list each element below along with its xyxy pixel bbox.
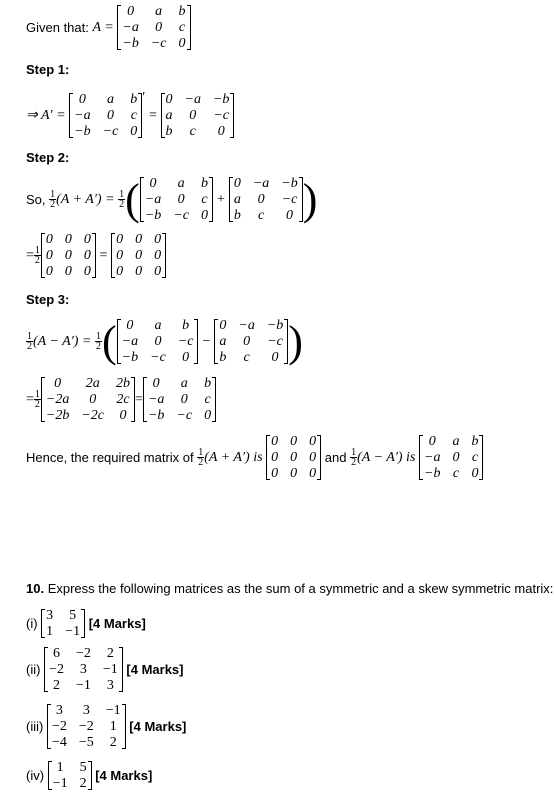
matrix-entry: −1 xyxy=(75,678,91,693)
step3-expr: (A − A′) = xyxy=(33,333,92,349)
matrix-entry: 0 xyxy=(290,450,298,465)
step3-result-line xyxy=(26,376,216,423)
matrix-entry: 0 xyxy=(180,392,188,407)
part-iv xyxy=(26,760,152,791)
given-lhs: A = xyxy=(92,19,114,35)
matrix-entry: 0 xyxy=(182,350,190,365)
matrix-entry: c xyxy=(189,124,196,139)
matrix-entry: 1 xyxy=(109,719,117,734)
matrix-entry: −1 xyxy=(105,703,121,718)
matrix-A-diff1 xyxy=(117,318,199,365)
matrix-entry: 0 xyxy=(309,434,317,449)
matrix-entry: −b xyxy=(122,36,139,51)
matrix-entry: 3 xyxy=(82,703,90,718)
matrix-entry: 0 xyxy=(135,264,143,279)
matrix-entry: a xyxy=(155,4,163,19)
matrix-entry: b xyxy=(233,208,241,223)
difference-matrix xyxy=(41,376,135,423)
zero-matrix-sum xyxy=(41,232,96,279)
matrix-AT-diff1 xyxy=(214,318,288,365)
matrix-entry: −a xyxy=(121,334,139,349)
matrix-entry: −2c xyxy=(81,408,105,423)
marks-badge: [4 Marks] xyxy=(88,616,146,631)
matrix-entry: −b xyxy=(266,318,284,333)
matrix-entry: −c xyxy=(213,108,230,123)
equals-sign: = xyxy=(135,391,143,407)
step2-title: Step 2: xyxy=(26,150,70,165)
matrix-entry: 2b xyxy=(116,376,131,391)
matrix-entry: −c xyxy=(173,208,189,223)
matrix-entry: −a xyxy=(184,92,201,107)
matrix-entry: −a xyxy=(122,20,139,35)
matrix-entry: 5 xyxy=(69,608,77,623)
matrix-entry: b xyxy=(178,4,186,19)
matrix-entry: c xyxy=(257,208,265,223)
matrix-entry: 0 xyxy=(64,264,72,279)
matrix-entry: 0 xyxy=(257,192,265,207)
half-fraction: $\frac{1}{2}$ xyxy=(119,189,125,210)
matrix-entry: −b xyxy=(74,124,91,139)
matrix-entry: −c xyxy=(267,334,283,349)
matrix-entry: 0 xyxy=(155,20,163,35)
matrix-entry: 6 xyxy=(53,646,61,661)
question-text: Express the following matrices as the sum of a symmetric and a skew symmetric matrix: xyxy=(47,581,554,596)
question-number: 10. xyxy=(26,581,45,596)
skew-result-matrix xyxy=(143,376,216,423)
matrix-entry: 0 xyxy=(64,232,72,247)
matrix-entry: a xyxy=(219,334,227,349)
minus-sign: − xyxy=(202,333,211,349)
matrix-entry: 0 xyxy=(45,232,53,247)
matrix-entry: −c xyxy=(150,36,167,51)
matrix-entry: 3 xyxy=(46,608,54,623)
skew-answer-matrix xyxy=(419,434,483,481)
matrix-entry: c xyxy=(243,350,250,365)
matrix-entry: 0 xyxy=(243,334,251,349)
matrix-entry: a xyxy=(106,92,114,107)
matrix-entry: −a xyxy=(147,392,165,407)
matrix-entry: 3 xyxy=(106,678,114,693)
matrix-entry: 0 xyxy=(271,350,279,365)
matrix-entry: 0 xyxy=(83,248,91,263)
matrix-entry: 0 xyxy=(271,434,279,449)
step2-expr: (A + A′) = xyxy=(56,191,115,207)
matrix-entry: −2a xyxy=(45,392,70,407)
matrix-entry: 1 xyxy=(56,760,64,775)
half-fraction: $\frac{1}{2}$ xyxy=(198,447,204,468)
matrix-entry: 2 xyxy=(106,646,114,661)
hence-expr2: (A − A′) is xyxy=(357,449,416,465)
matrix-entry: 0 xyxy=(127,4,135,19)
matrix-entry: −2 xyxy=(51,719,67,734)
matrix-entry: b xyxy=(165,124,173,139)
matrix-A xyxy=(117,4,190,51)
matrix-entry: 3 xyxy=(55,703,63,718)
matrix-entry: 0 xyxy=(428,434,436,449)
half-fraction: $\frac{1}{2}$ xyxy=(50,189,56,210)
matrix-part-iii xyxy=(47,703,126,750)
matrix-entry: 0 xyxy=(45,248,53,263)
half-fraction: $\frac{1}{2}$ xyxy=(34,389,40,410)
hence-and: and xyxy=(324,450,347,465)
step3-line xyxy=(26,318,303,365)
matrix-entry: b xyxy=(182,318,190,333)
half-fraction: $\frac{1}{2}$ xyxy=(27,331,32,352)
matrix-entry: 0 xyxy=(219,318,227,333)
matrix-entry: −a xyxy=(144,192,162,207)
part-i xyxy=(26,608,146,639)
part-label: (iii) xyxy=(26,719,44,734)
matrix-entry: 0 xyxy=(177,192,185,207)
matrix-entry: 0 xyxy=(149,176,157,191)
matrix-entry: 0 xyxy=(204,408,212,423)
matrix-entry: c xyxy=(178,20,186,35)
matrix-entry: a xyxy=(180,376,188,391)
part-label: (i) xyxy=(26,616,38,631)
matrix-entry: 0 xyxy=(130,124,138,139)
given-label: Given that: xyxy=(26,20,89,35)
matrix-entry: c xyxy=(452,466,460,481)
matrix-entry: −b xyxy=(424,466,441,481)
part-label: (iv) xyxy=(26,768,45,783)
step1-line xyxy=(26,92,234,139)
matrix-entry: b xyxy=(200,176,208,191)
matrix-entry: −b xyxy=(147,408,165,423)
matrix-entry: 0 xyxy=(54,376,62,391)
transpose-mark: ′ xyxy=(142,90,146,105)
equals-sign: = xyxy=(148,107,157,123)
matrix-entry: 0 xyxy=(116,264,124,279)
matrix-entry: −b xyxy=(144,208,162,223)
part-iii xyxy=(26,703,186,750)
marks-badge: [4 Marks] xyxy=(95,768,153,783)
matrix-entry: −b xyxy=(212,92,230,107)
matrix-entry: a xyxy=(177,176,185,191)
half-fraction: $\frac{1}{2}$ xyxy=(351,447,357,468)
matrix-entry: b xyxy=(471,434,479,449)
matrix-entry: −2 xyxy=(49,662,64,677)
matrix-entry: 0 xyxy=(452,450,460,465)
matrix-entry: 2 xyxy=(53,678,61,693)
matrix-entry: c xyxy=(204,392,211,407)
close-paren: ) xyxy=(288,316,303,366)
matrix-A-inner xyxy=(69,92,142,139)
matrix-entry: 0 xyxy=(309,466,317,481)
matrix-entry: −1 xyxy=(65,624,81,639)
step1-lhs: ⇒ A′ = xyxy=(26,108,66,123)
matrix-entry: a xyxy=(233,192,241,207)
marks-badge: [4 Marks] xyxy=(126,662,184,677)
matrix-entry: 0 xyxy=(286,208,294,223)
matrix-entry: −c xyxy=(102,124,119,139)
matrix-entry: 2 xyxy=(109,735,117,750)
step2-result-line xyxy=(26,232,166,279)
close-paren: ) xyxy=(302,174,318,224)
hence-expr1: (A + A′) is xyxy=(204,449,263,465)
matrix-entry: 0 xyxy=(165,92,173,107)
matrix-entry: −2 xyxy=(78,719,94,734)
hence-text: Hence, the required matrix of xyxy=(26,450,194,465)
matrix-entry: −5 xyxy=(78,735,94,750)
part-label: (ii) xyxy=(26,662,41,677)
matrix-entry: −c xyxy=(176,408,193,423)
matrix-entry: −a xyxy=(74,108,91,123)
matrix-entry: 2a xyxy=(85,376,100,391)
matrix-AT-sum1 xyxy=(229,176,303,223)
matrix-entry: 0 xyxy=(89,392,97,407)
matrix-entry: 0 xyxy=(152,376,160,391)
matrix-entry: 1 xyxy=(46,624,54,639)
matrix-entry: 0 xyxy=(178,36,186,51)
matrix-entry: −a xyxy=(424,450,441,465)
matrix-entry: 0 xyxy=(119,408,127,423)
matrix-entry: 0 xyxy=(271,466,279,481)
matrix-entry: 0 xyxy=(116,232,124,247)
matrix-entry: 0 xyxy=(64,248,72,263)
part-ii xyxy=(26,646,183,693)
matrix-entry: 0 xyxy=(271,450,279,465)
open-paren: ( xyxy=(102,316,117,366)
matrix-entry: −a xyxy=(238,318,255,333)
matrix-entry: −2b xyxy=(45,408,70,423)
given-line xyxy=(26,4,191,51)
matrix-entry: −1 xyxy=(52,776,68,791)
matrix-entry: 0 xyxy=(83,264,91,279)
equals-sign: = xyxy=(26,247,34,263)
matrix-entry: 0 xyxy=(78,92,86,107)
matrix-entry: −4 xyxy=(51,735,67,750)
half-fraction: $\frac{1}{2}$ xyxy=(96,331,102,352)
matrix-entry: −b xyxy=(281,176,298,191)
matrix-entry: a xyxy=(165,108,173,123)
matrix-entry: 0 xyxy=(217,124,225,139)
zero-matrix-result xyxy=(111,232,166,279)
matrix-entry: 3 xyxy=(79,662,87,677)
matrix-entry: b xyxy=(130,92,138,107)
matrix-entry: 0 xyxy=(154,232,162,247)
matrix-A-transpose xyxy=(161,92,235,139)
matrix-A-sum1 xyxy=(140,176,213,223)
matrix-entry: 2 xyxy=(79,776,87,791)
matrix-entry: 0 xyxy=(471,466,479,481)
matrix-part-ii xyxy=(44,646,123,693)
matrix-entry: 0 xyxy=(135,248,143,263)
step1-title: Step 1: xyxy=(26,62,70,77)
matrix-entry: −1 xyxy=(102,662,118,677)
matrix-entry: −c xyxy=(150,350,166,365)
matrix-entry: −b xyxy=(121,350,139,365)
matrix-entry: 0 xyxy=(233,176,241,191)
matrix-entry: 0 xyxy=(154,334,162,349)
step3-title: Step 3: xyxy=(26,292,70,307)
matrix-entry: −a xyxy=(252,176,270,191)
hence-line xyxy=(26,434,483,481)
matrix-entry: 0 xyxy=(45,264,53,279)
symmetric-answer-matrix xyxy=(266,434,321,481)
plus-sign: + xyxy=(216,191,225,207)
matrix-entry: 0 xyxy=(135,232,143,247)
question-10 xyxy=(26,581,553,596)
matrix-entry: 0 xyxy=(189,108,197,123)
matrix-entry: −c xyxy=(177,334,194,349)
matrix-entry: b xyxy=(204,376,212,391)
marks-badge: [4 Marks] xyxy=(129,719,187,734)
matrix-entry: 2c xyxy=(116,392,130,407)
matrix-entry: −c xyxy=(281,192,298,207)
matrix-entry: 0 xyxy=(154,248,162,263)
equals-sign: = xyxy=(26,391,34,407)
matrix-entry: 0 xyxy=(106,108,114,123)
matrix-entry: 0 xyxy=(154,264,162,279)
matrix-entry: b xyxy=(219,350,227,365)
matrix-entry: 0 xyxy=(290,434,298,449)
matrix-entry: −2 xyxy=(75,646,91,661)
matrix-entry: 0 xyxy=(116,248,124,263)
matrix-entry: 0 xyxy=(83,232,91,247)
step2-so: So, xyxy=(26,192,46,207)
matrix-entry: 5 xyxy=(79,760,87,775)
matrix-entry: 0 xyxy=(309,450,317,465)
matrix-entry: 0 xyxy=(200,208,208,223)
step2-line xyxy=(26,176,317,223)
equals-sign: = xyxy=(99,247,108,263)
matrix-entry: a xyxy=(452,434,460,449)
matrix-entry: c xyxy=(130,108,137,123)
matrix-entry: 0 xyxy=(290,466,298,481)
matrix-part-i xyxy=(41,608,85,639)
matrix-part-iv xyxy=(48,760,92,791)
open-paren: ( xyxy=(125,174,140,224)
matrix-entry: c xyxy=(471,450,479,465)
matrix-entry: c xyxy=(201,192,208,207)
half-fraction: $\frac{1}{2}$ xyxy=(34,245,40,266)
matrix-entry: 0 xyxy=(126,318,134,333)
matrix-entry: a xyxy=(154,318,162,333)
